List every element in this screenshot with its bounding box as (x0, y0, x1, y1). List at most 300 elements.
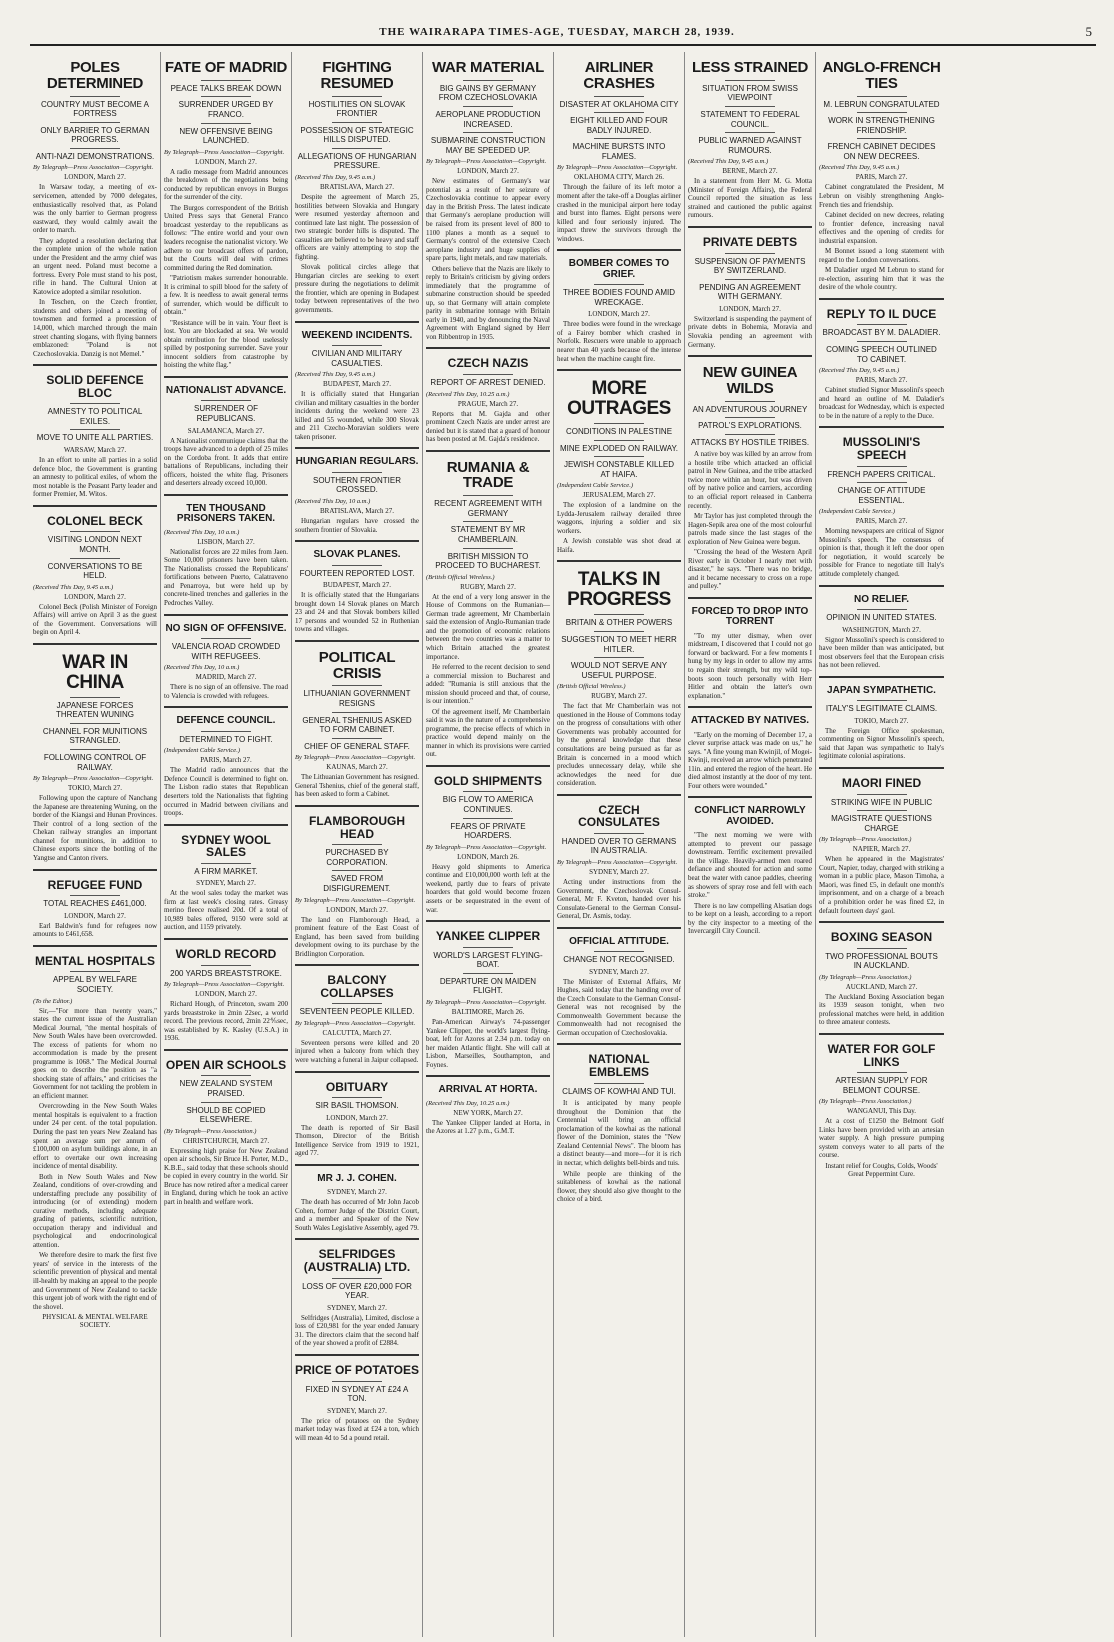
sub-rule (201, 1102, 251, 1103)
credit-line: (Received This Day, 10 a.m.) (164, 528, 240, 536)
paragraph: The price of potatoes on the Sydney market today was fixed at £24 a ton, which will mean 4d to 5d a pound retail. (295, 1416, 419, 1442)
dateline: PARIS, March 27. (855, 517, 908, 526)
article (295, 964, 419, 1064)
subheading: DEPARTURE ON MAIDEN FLIGHT. (439, 976, 537, 996)
article (33, 364, 157, 499)
subheading: ANTI-NAZI DEMONSTRATIONS. (35, 151, 155, 161)
sub-rule (857, 324, 907, 325)
sub-rule (594, 614, 644, 615)
credit-line: (By Telegraph—Press Association.) (819, 973, 912, 981)
paragraph: A native boy was killed by an arrow from a hostile tribe which attacked an official patrol in New Guinea, and the tribe attacked twice more within an hour, but was driven off by native police and carriers, according to an official report released in Canberra recently. (688, 450, 813, 510)
column-2 (161, 52, 292, 1637)
article-divider (819, 585, 944, 587)
article-divider (688, 706, 812, 708)
article (295, 321, 419, 442)
article (164, 1049, 288, 1207)
dateline: NAPIER, March 27. (852, 845, 911, 854)
article-divider (164, 494, 288, 496)
newspaper-columns (30, 52, 1100, 1637)
subheading: HANDED OVER TO GERMANS IN AUSTRALIA. (561, 836, 677, 856)
subheading: LOSS OF OVER £20,000 FOR YEAR. (302, 1281, 412, 1301)
article-body (819, 527, 944, 578)
paragraph: Despite the agreement of March 25, hostilities between Slovakia and Hungary were resumed yesterday afternoon and continued late last night. The possession of two strategic border hills is disputed. The casualties are believed to be heavy and staff officers are vainly attempting to stop the fighting. (295, 193, 419, 261)
subheading: WORLD'S LARGEST FLYING-BOAT. (433, 950, 543, 970)
article-divider (33, 505, 157, 507)
credit-line: (Received This Day, 10 a.m.) (295, 498, 371, 506)
article-divider (426, 347, 550, 349)
sub-rule (70, 749, 120, 750)
dateline: BRATISLAVA, March 27. (319, 507, 395, 516)
sub-rule (332, 472, 382, 473)
subheading: HOSTILITIES ON SLOVAK FRONTIER (308, 99, 406, 119)
sub-rule (857, 138, 907, 139)
paragraph: Of the agreement itself, Mr Chamberlain said it was in the nature of a comprehensive programme, the precise effects of which in practice would depend mainly on the manner in which its provisions were carried out. (426, 707, 550, 759)
sub-rule (725, 132, 775, 133)
credit-line: (Independent Cable Service.) (819, 508, 895, 516)
article-divider (164, 824, 288, 826)
article (295, 540, 419, 634)
paragraph: When he appeared in the Magistrates' Court, Napier, today, charged with striking a woman in a public place, Mason Timoha, a Maori, was fined £5, in default one month's imprisonment, and on a charge of a breach of a prohibition order he was fined £2, in default fourteen days' gaol. (819, 855, 944, 915)
article-divider (164, 376, 288, 378)
paragraph: "Resistance will be in vain. Your fleet is lost. You are blockaded at sea. We would obtain retribution for the blood uselessly spilled by postponing surrender. Save your innocent soldiers from catastrophe by hoisting the white flag." (164, 318, 288, 370)
headline: CZECH NAZIS (447, 356, 529, 371)
article-body (164, 766, 288, 817)
headline: GOLD SHIPMENTS (433, 773, 542, 788)
sub-rule (201, 1075, 251, 1076)
headline: FATE OF MADRID (164, 59, 288, 76)
subheading: SUSPENSION OF PAYMENTS BY SWITZERLAND. (694, 256, 806, 276)
sub-rule (594, 657, 644, 658)
dateline: LISBON, March 27. (197, 537, 255, 546)
sub-rule (594, 951, 644, 952)
paragraph: The Lithuanian Government has resigned. General Tshenius, chief of the general staff, has been asked to form a Cabinet. (295, 773, 419, 799)
paragraph: The fact that Mr Chamberlain was not questioned in the House of Commons today on the progress of consultations with other Governments was probably accounted for by the general knowledge that these consultations are being pursued as far as Britain is concerned in a mood which precludes unnecessary delay, while she acknowledges the need for due consideration. (557, 702, 681, 788)
paragraph: Switzerland is suspending the payment of private debts in Bohemia, Moravia and Slovakia pending an agreement with Germany. (688, 314, 812, 349)
credit-line: By Telegraph—Press Association—Copyright. (295, 896, 416, 904)
sub-rule (201, 731, 251, 732)
headline: NO SIGN OF OFFENSIVE. (165, 622, 287, 634)
headline: TEN THOUSAND PRISONERS TAKEN. (176, 502, 276, 525)
subheading: COMING SPEECH OUTLINED TO CABINET. (826, 345, 937, 364)
article (33, 60, 157, 358)
subheading: MINE EXPLODED ON RAILWAY. (560, 443, 678, 453)
subheading: MACHINE BURSTS INTO FLAMES. (572, 142, 666, 161)
credit-line: (Received This Day, 10 a.m.) (164, 664, 240, 672)
article-body (295, 773, 419, 799)
subheading: FRENCH PAPERS CRITICAL. (827, 469, 936, 479)
article-divider (295, 540, 419, 542)
headline: OBITUARY (325, 1079, 389, 1094)
subheading: SOUTHERN FRONTIER CROSSED. (313, 475, 401, 495)
credit-line: By Telegraph—Press Association—Copyright. (557, 859, 678, 866)
paragraph: Colonel Beck (Polish Minister of Foreign Affairs) will arrive on April 3 as the guest of the Government. Conversations will begin on April 4. (33, 602, 157, 637)
article (33, 945, 157, 1329)
sub-rule (725, 279, 775, 280)
paragraph: Cabinet congratulated the President, M Lebrun on visibly strengthening Anglo-French ties and friendship. (819, 183, 944, 209)
sub-rule (70, 96, 120, 97)
sub-rule (332, 1097, 382, 1098)
headline: OPEN AIR SCHOOLS (165, 1057, 287, 1072)
sub-rule (70, 971, 120, 972)
article (33, 643, 157, 863)
article-body (557, 501, 681, 554)
article-divider (295, 321, 419, 323)
headline: POLES DETERMINED (46, 59, 144, 92)
article-body (295, 517, 419, 534)
article-body (164, 437, 288, 488)
paragraph: He referred to the recent decision to send a commercial mission to Bucharest and added: "Rumania is still anxious that the mission should proceed and that, of course, is our intention." (426, 663, 550, 706)
headline: RUMANIA & TRADE (446, 458, 530, 492)
paragraph: "The next morning we were with attempted to prevent our passage downstream. Terrific excitement prevailed in the village. Heavily-armed men roared defiance and shouted for action and some beat the water with canoe paddles, cheering as showers of spray rose and fell with each stroke." (688, 831, 812, 900)
paragraph: Three bodies were found in the wreckage of a Fairey bomber which crashed in Norfolk. Rescuers were unable to approach nearer than 40 yards because of the intense heat when the machine caught fire. (557, 320, 681, 363)
dateline: MADRID, March 27. (195, 673, 257, 682)
credit-line: (British Official Wireless.) (426, 573, 495, 581)
paragraph: Reports that M. Gajda and other prominent Czech Nazis are under arrest are denied but it is stated that a guard of honour has been posted at M. Gajda's residence. (426, 409, 550, 444)
sub-rule (70, 895, 120, 896)
article-divider (33, 364, 157, 366)
article (295, 1354, 419, 1442)
sub-rule (201, 80, 251, 81)
article-body (164, 548, 288, 608)
article-body (295, 1417, 419, 1443)
article (688, 226, 812, 349)
paragraph: New estimates of Germany's war potential as a result of her seizure of Czechoslovakia continue to appear every day in the British Press. The latest indicate that Germany's aeroplane production will be raised from its present level of 800 to 1100 planes a month as a sequel to Germany's control of the extensive Czech aeroplane industry and huge supplies of spare parts, light metals, and raw materials. (426, 177, 550, 263)
article-divider (164, 1049, 288, 1051)
sub-rule (463, 495, 513, 496)
headline: PRICE OF POTATOES (295, 1362, 420, 1377)
sub-rule (70, 723, 120, 724)
subheading: A FIRM MARKET. (194, 866, 258, 876)
subheading: CONDITIONS IN PALESTINE (565, 426, 673, 436)
article (295, 1238, 419, 1348)
subheading: FOURTEEN REPORTED LOST. (299, 568, 415, 578)
paragraph: Seventeen persons were killed and 20 injured when a balcony from which they were watching a funeral in Jaipur collapsed. (295, 1038, 419, 1064)
paragraph: There is no sign of an offensive. The road to Valencia is crowded with refugees. (164, 683, 288, 700)
subheading: FRENCH CABINET DECIDES ON NEW DECREES. (827, 142, 936, 161)
article-body (426, 410, 550, 444)
subheading: CHANGE NOT RECOGNISED. (563, 955, 675, 965)
headline: REPLY TO IL DUCE (826, 306, 937, 321)
subheading: CHANGE OF ATTITUDE ESSENTIAL. (837, 486, 926, 505)
headline: YANKEE CLIPPER (435, 929, 541, 944)
sub-rule (857, 482, 907, 483)
subheading: SUBMARINE CONSTRUCTION MAY BE SPEEDED UP. (430, 136, 546, 155)
article-divider (426, 450, 550, 452)
credit-line: (British Official Wireless.) (557, 683, 626, 691)
paragraph: "Crossing the head of the Western April River early in October I nearly met with disaster," he says. "There was no bridge, and it became necessary to cross on a rope and pulley." (688, 548, 812, 591)
article-body (557, 978, 681, 1038)
subheading: 200 YARDS BREASTSTROKE. (170, 968, 282, 978)
sub-rule (332, 1003, 382, 1004)
paragraph: Both in New South Wales and New Zealand, conditions of over-crowding and understaffing preclude any possibility of introducing (or of extending) modern curative methods, including adequate grading of patients, scientific nutrition, occupation therapy and individual and psychological and endocrinological attention. (33, 1172, 157, 1249)
article (426, 765, 550, 914)
article-body (295, 916, 419, 959)
sub-rule (463, 132, 513, 133)
article-divider (295, 447, 419, 449)
paragraph: The Foreign Office spokesman, commenting on Signor Mussolini's speech, said that Japan was sympathetic to Italy's legitimate colonial aspirations. (819, 726, 944, 761)
credit-line: By Telegraph—Press Association—Copyright. (295, 754, 416, 762)
sub-rule (332, 712, 382, 713)
subheading: SURRENDER URGED BY FRANCO. (178, 100, 274, 119)
article-divider (164, 706, 288, 708)
headline: MUSSOLINI'S SPEECH (842, 435, 921, 462)
subheading: ALLEGATIONS OF HUNGARIAN PRESSURE. (297, 151, 417, 171)
article-divider (426, 920, 550, 922)
credit-line: (Independent Cable Service.) (557, 482, 633, 490)
article (819, 298, 944, 421)
signoff: PHYSICAL & MENTAL WELFARE SOCIETY. (42, 1313, 148, 1330)
credit-line: (Received This Day, 9.45 a.m.) (295, 174, 376, 182)
subheading: RECENT AGREEMENT WITH GERMANY (434, 499, 542, 518)
sub-rule (332, 565, 382, 566)
subheading: JEWISH CONSTABLE KILLED AT HAIFA. (563, 460, 675, 479)
article (426, 60, 550, 341)
dateline: WANGANUI, This Day. (846, 1107, 917, 1116)
paragraph: The Yankee Clipper landed at Horta, in the Azores at 1.27 p.m., G.M.T. (426, 1118, 550, 1136)
paragraph: The Madrid radio announces that the Defence Council is determined to fight on. The Lisbon radio states that Republican deserters told the Nationalists that fighting occurred in Madrid between civilians and troops. (164, 766, 288, 818)
paragraph: The land on Flamborough Head, a prominent feature of the East Coast of England, has been saved from building development owing to its purchase by the Bridlington Corporation. (295, 915, 419, 958)
sub-rule (70, 558, 120, 559)
headline: NATIONAL EMBLEMS (588, 1052, 650, 1080)
sub-rule (332, 96, 382, 97)
dateline: KAUNAS, March 27. (326, 763, 388, 772)
article (819, 676, 944, 761)
paragraph: Overcrowding in the New South Wales mental hospitals is equivalent to a fraction under 24 per cent. of the total population. During the past ten years New Zealand has spent an average sum per annum of £100,000 on asylum buildings alone, in an effort to overtake our own increasing incidence of mental disability. (33, 1102, 157, 1171)
paragraph: A radio message from Madrid announces the breakdown of the negotiations being conducted by republican envoys in Burgos for the surrender of the city. (164, 167, 288, 202)
credit-line: By Telegraph—Press Association—Copyright. (295, 1019, 416, 1027)
dateline: JERUSALEM, March 27. (582, 491, 656, 500)
sub-rule (857, 700, 907, 701)
article-divider (557, 1043, 681, 1045)
article (164, 938, 288, 1043)
subheading: PATROL'S EXPLORATIONS. (698, 421, 802, 431)
article-body (295, 1314, 419, 1348)
sub-rule (463, 374, 513, 375)
sub-rule (332, 738, 382, 739)
paragraph: It is officially stated that Hungarian civilian and military casualties in the border incidents during the weekend were 23 killed and 55 wounded, while 300 Slovak and 211 Czecho-Moravian soldiers were taken prisoner. (295, 390, 419, 441)
sub-rule (857, 810, 907, 811)
sub-rule (70, 429, 120, 430)
sub-rule (594, 423, 644, 424)
sub-rule (594, 456, 644, 457)
dateline: SYDNEY, March 27. (327, 1406, 387, 1415)
paragraph: In Teschen, on the Czech frontier, students and others joined a meeting of townsmen and formed a procession of 14,000, which marched through the main street chanting slogans, with flying banners emblazoned: "Poland is not Czechoslovakia. Danzig is not Memel." (33, 298, 157, 358)
subheading: SHOULD BE COPIED ELSEWHERE. (186, 1105, 266, 1125)
article (426, 920, 550, 1069)
subheading: JAPANESE FORCES THREATEN WUNING (55, 700, 135, 720)
subheading: CHIEF OF GENERAL STAFF. (304, 741, 410, 751)
headline: CONFLICT NARROWLY AVOIDED. (694, 805, 806, 827)
article (557, 927, 681, 1038)
headline: JAPAN SYMPATHETIC. (827, 684, 936, 696)
headline: ANGLO-FRENCH TIES (822, 59, 941, 92)
masthead-rule (30, 44, 1096, 46)
paragraph: Others believe that the Nazis are likely to reply to Britain's criticism by giving orders immediately that the programme of submarine construction should be speeded up, so that Germany will attain complete parity in submarine tonnage with Britain early in 1940, and by denouncing the Naval Agreement with England signed by Herr von Ribbentrop in 1935. (426, 264, 550, 341)
headline: OFFICIAL ATTITUDE. (569, 935, 669, 947)
dateline: LONDON, March 27. (588, 310, 650, 319)
article (688, 706, 812, 790)
article-divider (426, 765, 550, 767)
sub-rule (201, 123, 251, 124)
paragraph: Acting under instructions from the Government, the Czechoslovak Consul-General, Mr F. Kveton, handed over his Consulate-General to the German Consul-General, Dr. Asmis, today. (557, 878, 681, 921)
article-divider (295, 1164, 419, 1166)
paragraph: It is anticipated by many people throughout the Dominion that the Centennial will bring an official proclamation of the kowhai as the national flower of the Dominion, states the "New Zealand Centennial News". The bloom has a distinct beauty—and more—for it is rich in nectar, which delights bell-birds and tuis. (557, 1099, 681, 1167)
sub-rule (463, 973, 513, 974)
dateline: PARIS, March 27. (855, 376, 908, 385)
column-6 (685, 52, 816, 1637)
headline: MORE OUTRAGES (567, 378, 671, 419)
credit-line: (Received This Day, 9.45 a.m.) (295, 371, 376, 379)
article (688, 597, 812, 700)
subheading: BIG GAINS BY GERMANY FROM CZECHOSLOVAKIA (438, 83, 538, 103)
paragraph: We therefore desire to mark the first five years' of service in the interests of the scientific prevention of physical and mental ill-health by making an appeal to the people and Government of New Zealand to tackle this urgent job of work with the right end of the shovel. (33, 1251, 157, 1311)
page-number: 5 (1085, 24, 1092, 39)
dateline: NEW YORK, March 27. (453, 1108, 523, 1117)
article (819, 60, 944, 292)
dateline: LONDON, March 27. (326, 905, 388, 914)
paragraph: Slovak political circles allege that Hungarian circles are seeking to exert pressure during the negotiations to delimit the frontier, which are opening in Budapest today between representatives of the two governments. (295, 263, 419, 314)
subheading: APPEAL BY WELFARE SOCIETY. (52, 975, 138, 994)
sub-rule (857, 112, 907, 113)
headline: FIGHTING RESUMED (320, 59, 394, 92)
paragraph: There is no law compelling Alsatian dogs to be kept on a leash, according to a report by the city inspector to a meeting of the Invercargill City Council. (688, 901, 812, 936)
article-divider (557, 794, 681, 796)
headline: FLAMBOROUGH HEAD (309, 813, 405, 841)
subheading: EIGHT KILLED AND FOUR BADLY INJURED. (570, 116, 668, 135)
dateline: LONDON, March 27. (64, 911, 126, 920)
subheading: BIG FLOW TO AMERICA CONTINUES. (442, 795, 534, 815)
article-body (688, 177, 812, 220)
credit-line: By Telegraph—Press Association—Copyright. (426, 999, 547, 1006)
subheading: STATEMENT TO FEDERAL COUNCIL. (700, 109, 800, 129)
dateline: SYDNEY, March 27. (589, 868, 649, 876)
paragraph: Through the failure of its left motor a moment after the take-off a Douglas airliner crashed in the municipal airport here today and burst into flames. Eight persons were killed and four seriously injured. The impact threw the survivors through the windows. (557, 183, 681, 243)
sub-rule (70, 697, 120, 698)
column-7 (816, 52, 947, 1637)
headline: COLONEL BECK (47, 513, 143, 528)
paragraph: Earl Baldwin's fund for refugees now amounts to £461,658. (33, 921, 157, 939)
dateline: RUGBY, March 27. (460, 582, 516, 591)
paragraph: At the end of a very long answer in the House of Commons on the Rumanian—German trade agreement, Mr Chamberlain said the extension of Anglo-Rumanian trade and the promotion of economic relations between the two countries was a matter to which Britain attached the greatest importance. (426, 592, 550, 661)
credit-line: (Received This Day, 9.45 a.m.) (819, 164, 900, 172)
paragraph: "Patriotism makes surrender honourable. It is criminal to spill blood for the safety of a few. It is needless to await general terms of surrender, which would be difficult to obtain." (164, 274, 288, 317)
subheading: POSSESSION OF STRATEGIC HILLS DISPUTED. (300, 125, 414, 145)
subheading: PEACE TALKS BREAK DOWN (170, 83, 282, 93)
article-divider (557, 927, 681, 929)
article-body (33, 603, 157, 637)
sub-rule (857, 609, 907, 610)
paragraph: M Daladier urged M Lebrun to stand for re-election, assuring him that it was the desire of the whole country. (819, 266, 944, 292)
article-divider (557, 249, 681, 251)
article-divider (33, 945, 157, 947)
sub-rule (201, 96, 251, 97)
article-divider (688, 355, 812, 357)
subheading: BROADCAST BY M. DALADIER. (822, 328, 941, 338)
paragraph: Nationalist forces are 22 miles from Jaen. Some 10,000 prisoners have been taken. The Nationalists crossed the Republicans' fortifications between Puerto, Calatraveno and Penarroya, but were held up by concrete-lined trenches and galleries in the Pedroches Valley. (164, 547, 288, 607)
subheading: SITUATION FROM SWISS VIEWPOINT (702, 83, 798, 103)
paragraph: Heavy gold shipments to America continue and £10,000,000 worth left at the weekend, partly due to fears of private hoarders that gold would become frozen assets or be sequestrated in the event of war. (426, 862, 550, 914)
subheading: CIVILIAN AND MILITARY CASUALTIES. (311, 349, 403, 368)
sub-rule (463, 947, 513, 948)
dateline: LONDON, March 27. (64, 592, 126, 601)
article (819, 767, 944, 915)
dateline: LONDON, March 27. (326, 1113, 388, 1122)
column-4 (423, 52, 554, 1637)
credit-line: (By Telegraph—Press Association.) (819, 836, 912, 844)
article-divider (295, 1071, 419, 1073)
paragraph: A Nationalist communique claims that the troops have advanced to a depth of 25 miles on the Cordoba front. It adds that entire battalions of Republicans, including their officers, hoisted the white flag. Prisoners and deserters already exceed 10,000. (164, 436, 289, 488)
masthead (0, 0, 1114, 44)
dateline: OKLAHOMA CITY, March 26. (574, 173, 664, 182)
article (164, 60, 288, 370)
dateline: WARSAW, March 27. (63, 446, 127, 455)
headline: NO RELIEF. (853, 593, 909, 605)
dateline: RUGBY, March 27. (591, 692, 647, 701)
article (557, 60, 681, 243)
subheading: NEW ZEALAND SYSTEM PRAISED. (179, 1079, 273, 1099)
sub-rule (332, 148, 382, 149)
headline: WEEKEND INCIDENTS. (301, 329, 413, 341)
paragraph: The explosion of a landmine on the Lydda-Jerusalem railway derailed three waggons, injuring a soldier and six workers. (557, 501, 681, 535)
sub-rule (594, 112, 644, 113)
article (295, 60, 419, 315)
subheading: M. LEBRUN CONGRATULATED (823, 99, 940, 109)
sub-rule (332, 844, 382, 845)
signoff: Instant relief for Coughs, Colds, Woods' Great Peppermint Cure. (825, 1161, 938, 1178)
dateline: LONDON, March 26. (457, 852, 519, 861)
subheading: OPINION IN UNITED STATES. (826, 613, 937, 622)
headline: WORLD RECORD (175, 947, 277, 961)
article-body (164, 683, 288, 700)
subheading: TOTAL REACHES £461,000. (43, 899, 147, 909)
credit-line: (Received This Day, 10.25 a.m.) (426, 390, 510, 398)
dateline: BALTIMORE, March 26. (451, 1008, 525, 1016)
dateline: SYDNEY, March 27. (196, 879, 256, 888)
dateline: LONDON, March 27. (64, 173, 126, 182)
article-body (295, 390, 419, 441)
subheading: CHANNEL FOR MUNITIONS STRANGLED. (42, 726, 148, 746)
article-divider (688, 226, 812, 228)
article-body (426, 177, 550, 341)
subheading: SUGGESTION TO MEET HERR HITLER. (561, 634, 677, 654)
subheading: DETERMINED TO FIGHT. (179, 734, 273, 744)
paragraph: It is officially stated that the Hungarians brought down 14 Slovak planes on March 23 and 24 and that Slovak bombers killed 17 persons and wounded 52 in Ruthenian towns and villages. (295, 591, 419, 634)
headline: MR J. J. COHEN. (317, 1172, 397, 1184)
subheading: MOVE TO UNITE ALL PARTIES. (36, 433, 154, 443)
headline: POLITICAL CRISIS (318, 648, 396, 682)
dateline: AUCKLAND, March 27. (845, 982, 918, 991)
article (33, 505, 157, 637)
article-body (819, 636, 944, 670)
article (426, 450, 550, 759)
article-body (164, 889, 288, 932)
article (295, 447, 419, 534)
headline: MENTAL HOSPITALS (35, 953, 155, 968)
subheading: BRITAIN & OTHER POWERS (565, 618, 673, 628)
sub-rule (857, 794, 907, 795)
article-body (33, 922, 157, 939)
subheading: VISITING LONDON NEXT MONTH. (47, 535, 143, 554)
article-divider (819, 676, 944, 678)
paragraph: The Burgos correspondent of the British United Press says that General Franco broadcast yesterday to the republicans as follows: "The entire world and your own leaders recognise the nationalist victory. We adhere to our broadcast offers of pardon, but the Courts will deal with crimes committed during the Red domination. (164, 203, 288, 272)
article-body (426, 1018, 550, 1069)
article (557, 794, 681, 921)
sub-rule (594, 1083, 644, 1084)
article (295, 1071, 419, 1158)
subheading: NEW OFFENSIVE BEING LAUNCHED. (179, 126, 273, 146)
article-divider (295, 640, 419, 642)
article-divider (164, 614, 288, 616)
